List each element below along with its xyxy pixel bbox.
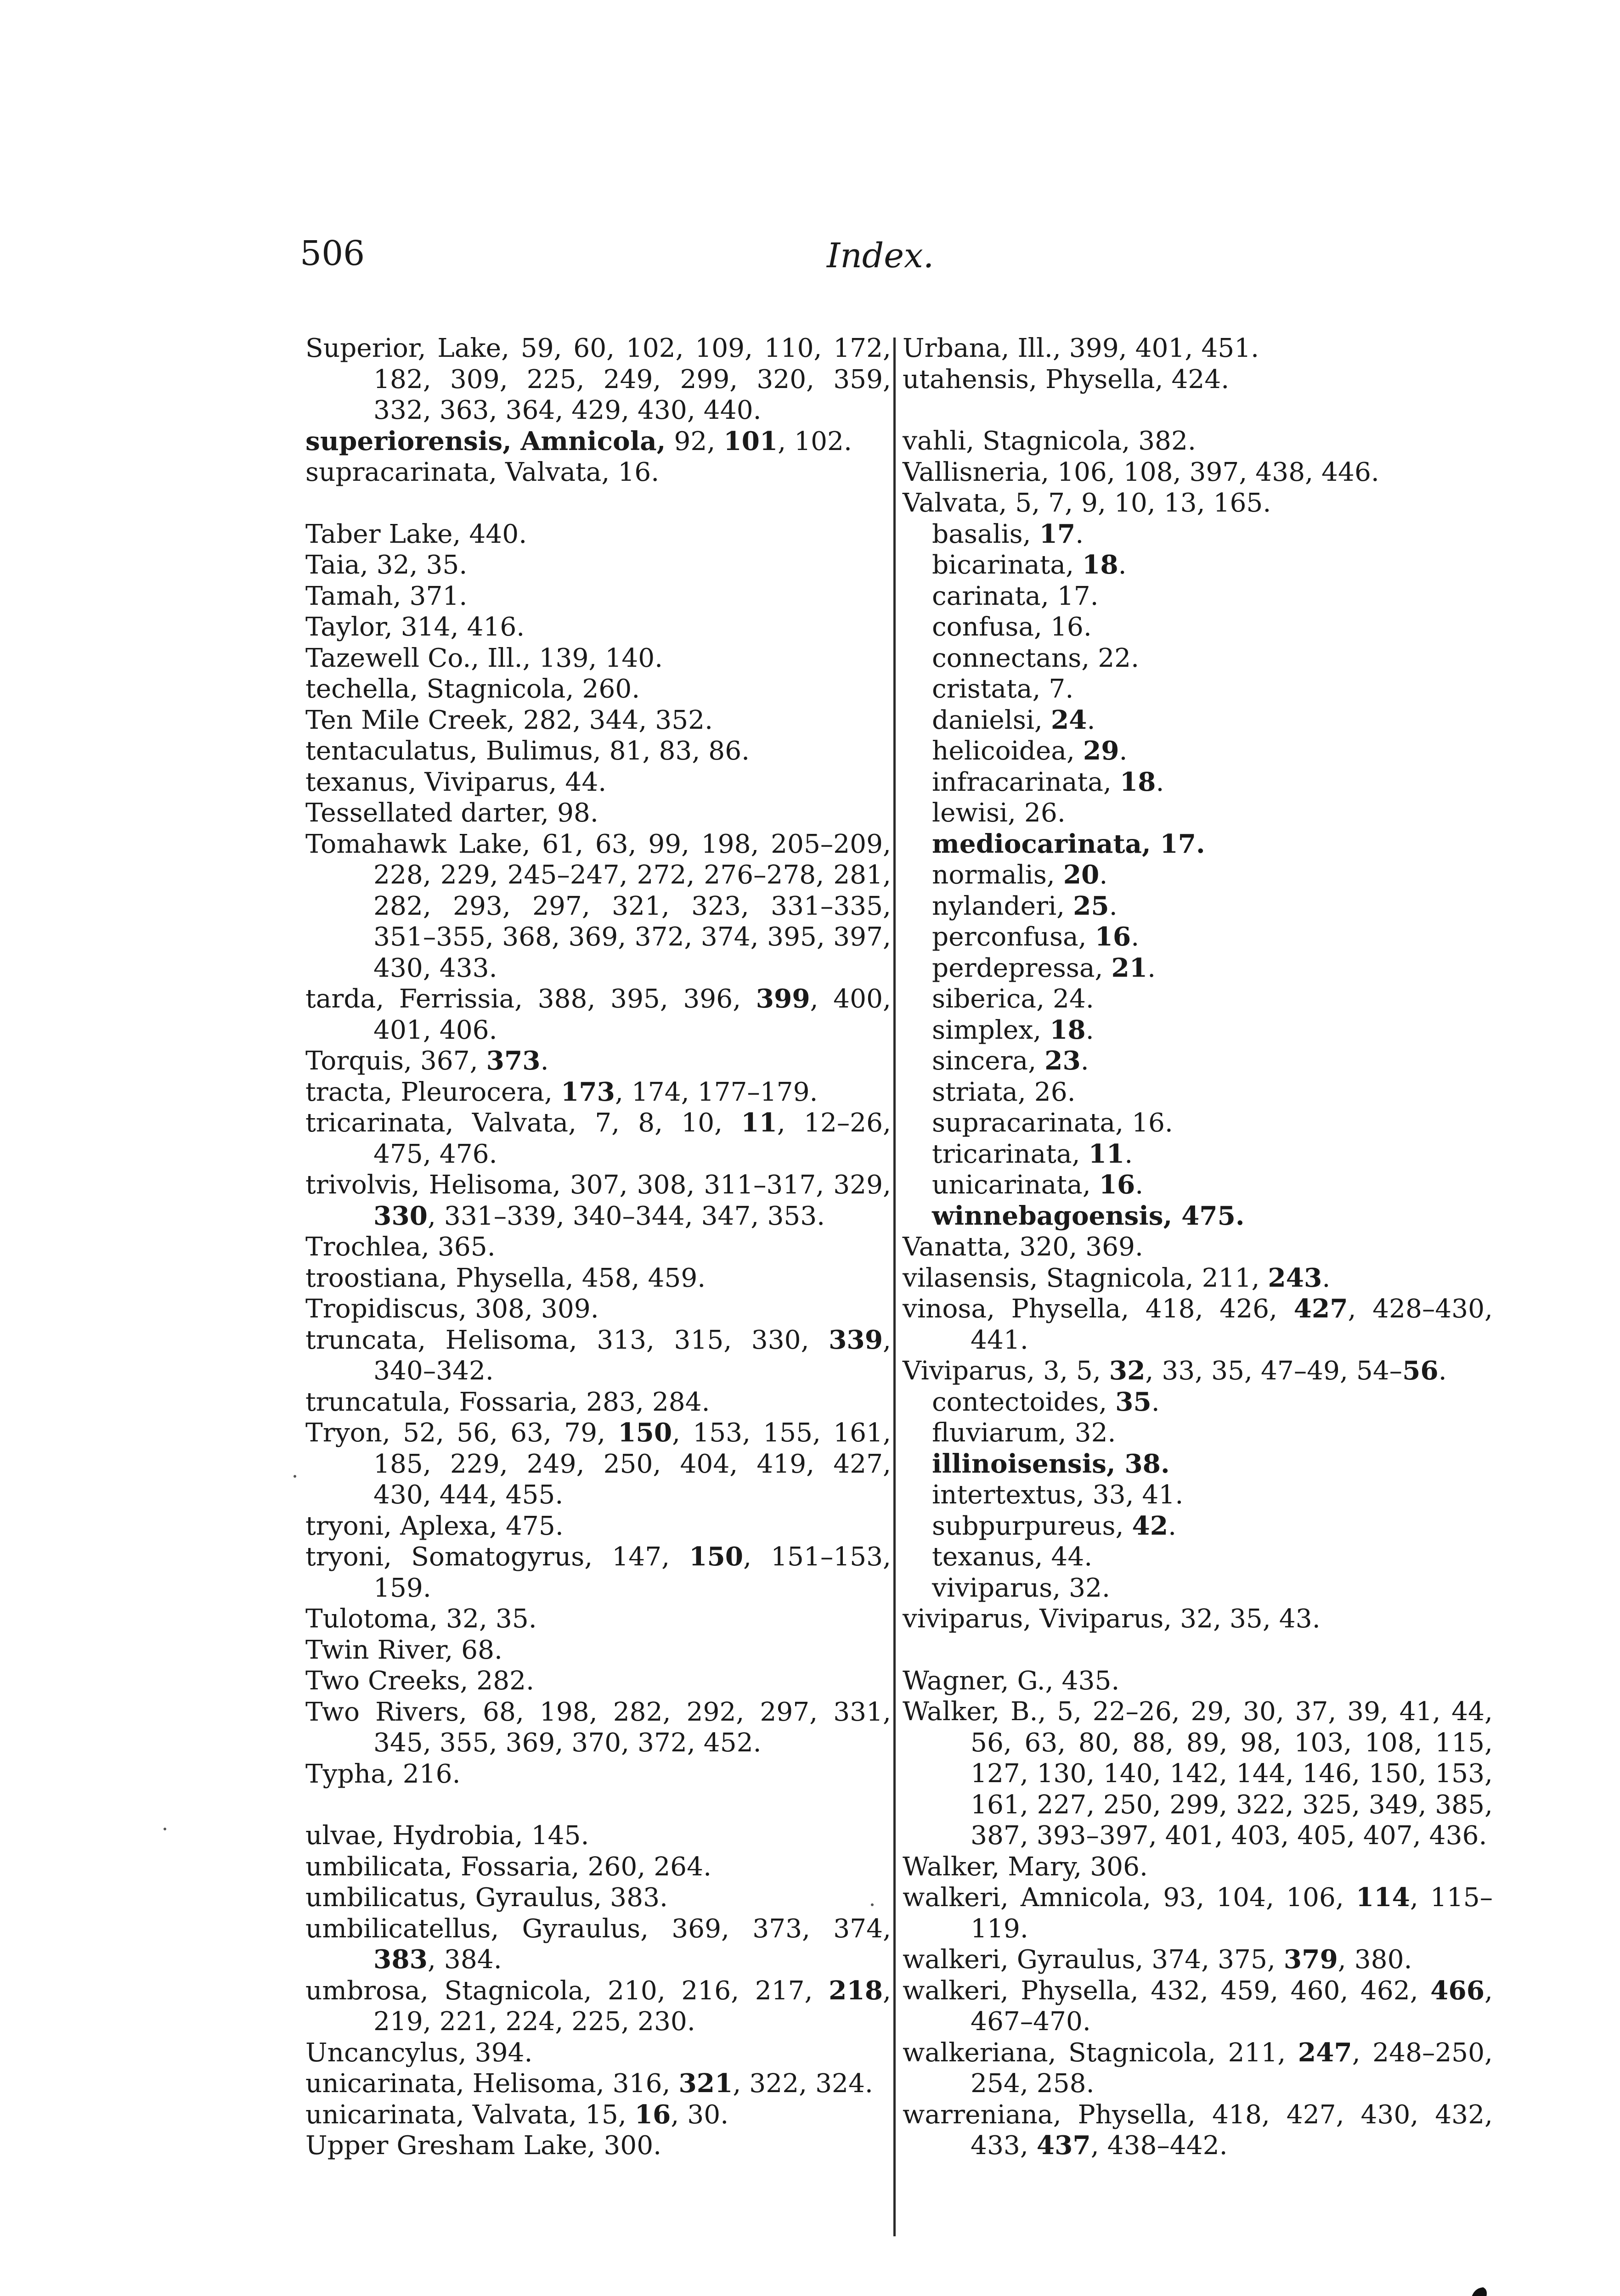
index-entry [305, 1077, 891, 1108]
entry-text: unicarinata, Helisoma, 316, [305, 2069, 679, 2099]
index-subentry [903, 1046, 1493, 1077]
entry-text: , 219, 221, 224, 225, 230. [373, 1975, 891, 2037]
column-divider [893, 338, 896, 2236]
entry-text: Urbana, Ill., 399, 401, 451. [903, 333, 1259, 363]
index-entry [305, 705, 891, 736]
entry-text: trivolvis, Helisoma, 307, 308, 311–317, 329, [305, 1170, 891, 1200]
index-entry [305, 798, 891, 829]
entry-text: Torquis, 367, [305, 1046, 486, 1076]
entry-text: vahli, Stagnicola, 382. [903, 426, 1196, 456]
index-entry [903, 457, 1493, 488]
bold-reference: 243 [1268, 1262, 1322, 1293]
entry-text: , 438–442. [1090, 2131, 1228, 2161]
bold-reference: 25 [1073, 890, 1109, 921]
entry-text: simplex, [932, 1015, 1050, 1045]
speck [294, 1475, 296, 1478]
index-entry [903, 1356, 1493, 1387]
entry-text: Typha, 216. [305, 1759, 461, 1789]
entry-text: fluviarum, 32. [932, 1418, 1116, 1448]
entry-text: . [1075, 519, 1084, 549]
entry-text: supracarinata, Valvata, 16. [305, 457, 660, 487]
index-entry [305, 1325, 891, 1387]
index-entry [305, 1046, 891, 1077]
entry-text: helicoidea, [932, 736, 1083, 766]
entry-text: Valvata, 5, 7, 9, 10, 13, 165. [903, 488, 1271, 518]
ink-blot [1468, 2285, 1490, 2296]
bold-reference: 16 [1095, 922, 1131, 952]
entry-text: . [1124, 1139, 1133, 1169]
bold-reference: 399 [756, 984, 810, 1014]
index-entry [305, 426, 891, 457]
entry-text: , 340–342. [373, 1325, 891, 1386]
bold-reference: 247 [1298, 2037, 1352, 2068]
entry-text: . [1109, 891, 1118, 921]
bold-reference: 18 [1050, 1014, 1086, 1045]
index-entry [903, 1696, 1493, 1851]
index-entry [305, 457, 891, 488]
index-entry [305, 1759, 891, 1790]
index-entry [305, 643, 891, 674]
entry-text: striata, 26. [932, 1077, 1076, 1107]
entry-text: , 12–26, 475, 476. [373, 1108, 891, 1169]
bold-reference: 101 [723, 426, 778, 456]
entry-text: sincera, [932, 1046, 1045, 1076]
index-subentry [903, 736, 1493, 767]
entry-text: Taber Lake, 440. [305, 519, 527, 549]
entry-text: , 380. [1338, 1945, 1412, 1975]
index-entry [305, 333, 891, 426]
index-entry [903, 488, 1493, 519]
entry-text: infracarinata, [932, 767, 1120, 797]
bold-reference: 18 [1082, 550, 1118, 580]
entry-text: , 384. [427, 1945, 502, 1975]
speck [164, 1828, 166, 1830]
entry-text: Upper Gresham Lake, 300. [305, 2131, 662, 2161]
entry-text: tracta, Pleurocera, [305, 1077, 561, 1107]
index-entry [305, 674, 891, 705]
entry-text: truncata, Helisoma, 313, 315, 330, [305, 1325, 829, 1355]
bold-reference: illinoisensis, 38. [932, 1448, 1170, 1479]
entry-text: walkeri, Gyraulus, 374, 375, [903, 1945, 1284, 1975]
entry-text: vinosa, Physella, 418, 426, [903, 1294, 1294, 1324]
entry-text: tarda, Ferrissia, 388, 395, 396, [305, 984, 756, 1014]
entry-text: , 322, 324. [733, 2069, 873, 2099]
entry-text: Superior, Lake, 59, 60, 102, 109, 110, 172, 182, 309, 225, 249, 299, 320, 359, 332, 363, 364, 429, 430, 440. [305, 333, 891, 425]
index-entry [305, 1387, 891, 1418]
bold-reference: 56 [1402, 1356, 1439, 1386]
index-entry [903, 1666, 1493, 1697]
entry-text: . [1131, 922, 1140, 952]
index-entry [903, 1975, 1493, 2037]
index-entry [305, 1820, 891, 1851]
entry-text: Wagner, G., 435. [903, 1666, 1120, 1696]
index-entry [305, 2068, 891, 2099]
index-entry [305, 1542, 891, 1604]
entry-text: cristata, 7. [932, 674, 1074, 704]
entry-text: tentaculatus, Bulimus, 81, 83, 86. [305, 736, 750, 766]
entry-text: Tropidiscus, 308, 309. [305, 1294, 599, 1324]
entry-text: utahensis, Physella, 424. [903, 364, 1230, 394]
index-entry [903, 1232, 1493, 1263]
entry-text: troostiana, Physella, 458, 459. [305, 1263, 706, 1293]
entry-text: viviparus, 32. [932, 1573, 1110, 1603]
index-entry [305, 1604, 891, 1635]
index-entry [903, 1882, 1493, 1944]
entry-text: subpurpureus, [932, 1511, 1132, 1541]
index-subentry [903, 581, 1493, 612]
index-subentry [903, 674, 1493, 705]
page-number: 506 [300, 234, 365, 273]
index-entry [903, 1294, 1493, 1356]
entry-text: carinata, 17. [932, 581, 1099, 611]
bold-reference: 466 [1430, 1975, 1485, 2006]
bold-reference: 321 [678, 2068, 733, 2099]
entry-text: . [1151, 1387, 1160, 1417]
index-entry [903, 1604, 1493, 1635]
entry-text: Twin River, 68. [305, 1635, 502, 1665]
index-entry [305, 2037, 891, 2069]
index-entry [305, 1851, 891, 1883]
entry-text: truncatula, Fossaria, 283, 284. [305, 1387, 710, 1417]
index-entry [903, 1851, 1493, 1883]
entry-text: . [540, 1046, 549, 1076]
index-subentry [903, 643, 1493, 674]
entry-text: , 174, 177–179. [615, 1077, 818, 1107]
index-entry [305, 2099, 891, 2131]
bold-reference: 427 [1293, 1294, 1348, 1324]
bold-reference: 114 [1355, 1882, 1410, 1913]
index-entry [305, 984, 891, 1046]
entry-text: Walker, B., 5, 22–26, 29, 30, 37, 39, 41, 44, 56, 63, 80, 88, 89, 98, 103, 108, 115, 127, 130, 140, 142, 144, 146, 150, 153, 161, 227, 250, 299, 322, 325, 349, 385, 387, 393–397, 401, 403, 405, 407, 436. [903, 1697, 1493, 1851]
entry-text: basalis, [932, 519, 1039, 549]
entry-text: . [1099, 860, 1108, 890]
index-entry [305, 1697, 891, 1759]
bold-reference: 32 [1109, 1356, 1146, 1386]
bold-reference: 29 [1083, 736, 1119, 766]
entry-text: supracarinata, 16. [932, 1108, 1173, 1138]
index-subentry [903, 891, 1493, 922]
index-entry [305, 1418, 891, 1511]
index-subentry [903, 1542, 1493, 1573]
entry-text: , 33, 35, 47–49, 54– [1145, 1356, 1403, 1386]
index-subentry [903, 798, 1493, 829]
entry-text: perdepressa, [932, 953, 1112, 983]
bold-reference: superiorensis, Amnicola, [305, 426, 666, 456]
entry-text: warreniana, Physella, 418, 427, 430, 432, 433, [903, 2099, 1493, 2161]
index-entry [903, 1944, 1493, 1975]
index-entry [903, 364, 1493, 395]
speck [871, 1903, 874, 1906]
bold-reference: 18 [1119, 766, 1156, 797]
bold-reference: 23 [1044, 1046, 1081, 1076]
entry-text: . [1147, 953, 1156, 983]
bold-reference: 330 [373, 1200, 428, 1231]
entry-text: walkeriana, Stagnicola, 211, [903, 2037, 1298, 2068]
entry-text: walkeri, Physella, 432, 459, 460, 462, [903, 1975, 1431, 2006]
index-subentry [903, 705, 1493, 736]
index-entry [305, 1635, 891, 1666]
entry-text: , 30. [671, 2099, 729, 2130]
entry-text: . [1438, 1356, 1447, 1386]
index-subentry [903, 519, 1493, 550]
bold-reference: 16 [1099, 1170, 1135, 1200]
index-subentry [903, 1201, 1493, 1232]
entry-text: texanus, Viviparus, 44. [305, 767, 607, 797]
index-subentry [903, 1170, 1493, 1201]
letter-group-gap [305, 1790, 891, 1820]
index-entry [903, 2099, 1493, 2161]
entry-text: connectans, 22. [932, 643, 1140, 673]
bold-reference: mediocarinata, 17. [932, 828, 1205, 859]
bold-reference: 16 [634, 2099, 671, 2130]
entry-text: , 115–119. [971, 1883, 1493, 1944]
entry-text: umbilicatellus, Gyraulus, 369, 373, 374, [305, 1913, 891, 1944]
index-subentry [903, 1480, 1493, 1511]
entry-text: confusa, 16. [932, 612, 1092, 642]
bold-reference: 24 [1050, 704, 1087, 735]
index-entry [305, 612, 891, 643]
index-entry [305, 829, 891, 984]
bold-reference: 173 [560, 1076, 615, 1107]
entry-text: unicarinata, [932, 1170, 1099, 1200]
index-subentry [903, 1077, 1493, 1108]
entry-text: . [1118, 550, 1127, 580]
index-entry [305, 1263, 891, 1294]
bold-reference: 150 [618, 1418, 672, 1448]
index-entry [305, 767, 891, 798]
entry-text: nylanderi, [932, 891, 1073, 921]
index-subentry [903, 1449, 1493, 1480]
index-column-right [903, 333, 1493, 2161]
index-entry [305, 1975, 891, 2037]
entry-text: vilasensis, Stagnicola, 211, [903, 1263, 1268, 1293]
letter-group-gap [903, 1635, 1493, 1666]
index-entry [305, 1232, 891, 1263]
index-subentry [903, 550, 1493, 581]
index-subentry [903, 860, 1493, 891]
bold-reference: 437 [1036, 2130, 1091, 2161]
entry-text: umbilicata, Fossaria, 260, 264. [305, 1851, 712, 1882]
entry-text: Tamah, 371. [305, 581, 468, 611]
entry-text: danielsi, [932, 705, 1051, 735]
index-entry [305, 2130, 891, 2161]
entry-text: , 467–470. [971, 1975, 1493, 2037]
entry-text: Tulotoma, 32, 35. [305, 1604, 537, 1634]
entry-text: bicarinata, [932, 550, 1083, 580]
entry-text: , 151–153, 159. [373, 1542, 892, 1603]
index-entry [903, 333, 1493, 364]
index-subentry [903, 1139, 1493, 1170]
index-column-left [305, 333, 891, 2161]
entry-text: umbilicatus, Gyraulus, 383. [305, 1883, 668, 1913]
entry-text: Walker, Mary, 306. [903, 1851, 1148, 1882]
bold-reference: 379 [1283, 1944, 1338, 1975]
entry-text: perconfusa, [932, 922, 1095, 952]
entry-text: . [1119, 736, 1128, 766]
letter-group-gap [903, 395, 1493, 426]
entry-text: Vanatta, 320, 369. [903, 1232, 1143, 1262]
bold-reference: 42 [1132, 1510, 1168, 1541]
index-entry [305, 1294, 891, 1325]
entry-text: Tessellated darter, 98. [305, 798, 598, 828]
entry-text: Taia, 32, 35. [305, 550, 468, 580]
entry-text: Vallisneria, 106, 108, 397, 438, 446. [903, 457, 1379, 487]
index-entry [305, 1170, 891, 1232]
entry-text: . [1087, 705, 1095, 735]
bold-reference: 373 [486, 1046, 541, 1076]
entry-text: ulvae, Hydrobia, 145. [305, 1821, 589, 1851]
index-subentry [903, 1015, 1493, 1046]
index-subentry [903, 767, 1493, 798]
bold-reference: 17 [1039, 518, 1076, 549]
index-entry [305, 1913, 891, 1975]
entry-text: viviparus, Viviparus, 32, 35, 43. [903, 1604, 1321, 1634]
entry-text: walkeri, Amnicola, 93, 104, 106, [903, 1883, 1356, 1913]
bold-reference: 383 [373, 1944, 428, 1975]
entry-text: lewisi, 26. [932, 798, 1066, 828]
entry-text: umbrosa, Stagnicola, 210, 216, 217, [305, 1975, 829, 2006]
index-subentry [903, 1418, 1493, 1449]
entry-text: , 153, 155, 161, 185, 229, 249, 250, 404, 419, 427, 430, 444, 455. [373, 1418, 891, 1510]
entry-text: Taylor, 314, 416. [305, 612, 525, 642]
entry-text: . [1156, 767, 1164, 797]
entry-text: Tryon, 52, 56, 63, 79, [305, 1418, 618, 1448]
entry-text: tricarinata, Valvata, 7, 8, 10, [305, 1108, 741, 1138]
index-subentry [903, 1108, 1493, 1139]
bold-reference: winnebagoensis, 475. [932, 1200, 1245, 1231]
bold-reference: 35 [1115, 1386, 1151, 1417]
bold-reference: 11 [1088, 1138, 1125, 1169]
index-entry [305, 1666, 891, 1697]
entry-text: contectoides, [932, 1387, 1116, 1417]
index-entry [305, 550, 891, 581]
index-subentry [903, 1511, 1493, 1542]
entry-text: intertextus, 33, 41. [932, 1480, 1184, 1510]
entry-text: 92, [666, 426, 724, 456]
entry-text: unicarinata, Valvata, 15, [305, 2099, 635, 2130]
entry-text: texanus, 44. [932, 1542, 1093, 1572]
entry-text: Uncancylus, 394. [305, 2037, 533, 2068]
entry-text: Two Rivers, 68, 198, 282, 292, 297, 331, 345, 355, 369, 370, 372, 452. [305, 1697, 891, 1758]
entry-text: tryoni, Somatogyrus, 147, [305, 1542, 689, 1572]
index-subentry [903, 1573, 1493, 1604]
index-subentry [903, 1387, 1493, 1418]
bold-reference: 218 [829, 1975, 883, 2006]
entry-text: Trochlea, 365. [305, 1232, 496, 1262]
bold-reference: 21 [1111, 952, 1148, 983]
index-entry [305, 581, 891, 612]
index-entry [903, 426, 1493, 457]
entry-text: Viviparus, 3, 5, [903, 1356, 1109, 1386]
entry-text: siberica, 24. [932, 984, 1094, 1014]
bold-reference: 150 [689, 1542, 744, 1572]
entry-text: , 102. [778, 426, 852, 456]
letter-group-gap [305, 488, 891, 519]
index-subentry [903, 984, 1493, 1015]
index-entry [305, 519, 891, 550]
index-entry [305, 1882, 891, 1913]
index-entry [305, 736, 891, 767]
bold-reference: 20 [1063, 860, 1100, 890]
entry-text: normalis, [932, 860, 1063, 890]
bold-reference: 339 [829, 1324, 883, 1355]
index-subentry [903, 612, 1493, 643]
entry-text: . [1085, 1015, 1094, 1045]
entry-text: , 248–250, 254, 258. [971, 2037, 1493, 2099]
entry-text: , 428–430, 441. [971, 1294, 1493, 1355]
entry-text: Two Creeks, 282. [305, 1666, 535, 1696]
entry-text: techella, Stagnicola, 260. [305, 674, 640, 704]
running-head: Index. [827, 236, 934, 276]
entry-text: , 400, 401, 406. [373, 984, 891, 1045]
entry-text: . [1135, 1170, 1144, 1200]
index-entry [305, 1511, 891, 1542]
bold-reference: 11 [741, 1108, 777, 1138]
entry-text: tricarinata, [932, 1139, 1089, 1169]
entry-text: . [1080, 1046, 1089, 1076]
index-entry [305, 1108, 891, 1170]
entry-text: Tomahawk Lake, 61, 63, 99, 198, 205–209, 228, 229, 245–247, 272, 276–278, 281, 282, 293, 297, 321, 323, 331–335, 351–355, 368, 369, 372, 374, 395, 397, 430, 433. [305, 829, 891, 983]
entry-text: Ten Mile Creek, 282, 344, 352. [305, 705, 713, 735]
entry-text: . [1168, 1511, 1177, 1541]
index-subentry [903, 953, 1493, 984]
index-entry [903, 1263, 1493, 1294]
index-subentry [903, 922, 1493, 953]
entry-text: tryoni, Aplexa, 475. [305, 1511, 564, 1541]
entry-text: , 331–339, 340–344, 347, 353. [427, 1201, 825, 1231]
index-subentry [903, 829, 1493, 860]
entry-text: . [1322, 1263, 1331, 1293]
index-entry [903, 2037, 1493, 2099]
entry-text: Tazewell Co., Ill., 139, 140. [305, 643, 663, 673]
